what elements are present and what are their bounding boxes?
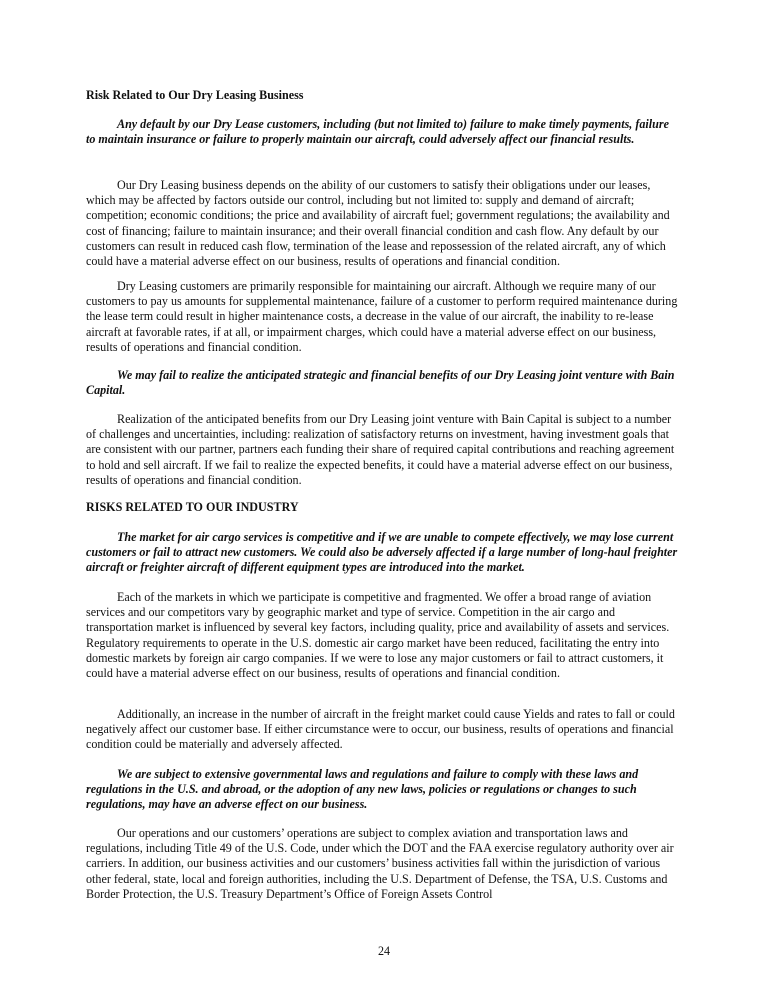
paragraph-bain-jv: Realization of the anticipated benefits from our Dry Leasing joint venture with Bain Capital is subject to a number of challenges and uncertainties, including: realization of satisfactory returns on investment, having investment goals that are consistent with our partner, partners each funding their share of required capital contributions and reaching agreement to hold and sell aircraft. If we fail to realize the expected benefits, it could have a material adverse effect on our business, results of operations and financial condition. — [86, 412, 675, 487]
risk-factor-title-dry-lease-default: Any default by our Dry Lease customers, including (but not limited to) failure to make timely payments, failure to maintain insurance or failure to properly maintain our aircraft, could adversely affect our financial results. — [86, 117, 669, 147]
paragraph-dry-leasing-customers: Our Dry Leasing business depends on the ability of our customers to satisfy their obligations under our leases, which may be affected by factors outside our control, including but not limited to: supply and demand of aircraft; competition; economic conditions; the price and availability of aircraft fuel; government regulations; the availability and cost of financing; failure to maintain insurance; and their overall financial condition and cash flow. Any default by our customers can result in reduced cash flow, termination of the lease and repossession of the related aircraft, any of which could have a material adverse effect on our business, results of operations and financial condition. — [86, 178, 670, 269]
paragraph-dry-leasing-maintenance: Dry Leasing customers are primarily responsible for maintaining our aircraft. Although we require many of our customers to pay us amounts for supplemental maintenance, failure of a customer to perform required maintenance during the lease term could result in higher maintenance costs, a decrease in the value of our aircraft, the inability to re-lease aircraft at favorable rates, if at all, or impairment charges, which could have a material adverse effect on our business, results of operations and financial condition. — [86, 279, 678, 354]
paragraph-competition: Each of the markets in which we participate is competitive and fragmented. We offer a broad range of aviation services and our competitors vary by geographic market and type of service. Competition in the air cargo and transportation market is influenced by several key factors, including quality, price and availability of assets and services. Regulatory requirements to operate in the U.S. domestic air cargo market have been reduced, facilitating the entry into domestic markets by foreign air cargo companies. If we were to lose any major customers or fail to attract customers, it could have a material adverse effect on our business, results of operations and financial condition. — [86, 590, 670, 681]
section-heading-industry: RISKS RELATED TO OUR INDUSTRY — [86, 500, 299, 514]
risk-factor-title-regulation: We are subject to extensive governmental laws and regulations and failure to comply with these laws and regulations in the U.S. and abroad, or the adoption of any new laws, policies or regulations or changes to such regulations, may have an adverse effect on our business. — [86, 767, 639, 812]
paragraph-aircraft-supply: Additionally, an increase in the number of aircraft in the freight market could cause Yields and rates to fall or could negatively affect our customer base. If either circumstance were to occur, our business, results of operations and financial condition could be materially and adversely affected. — [86, 707, 675, 752]
risk-factor-title-bain-jv: We may fail to realize the anticipated strategic and financial benefits of our Dry Leasing joint venture with Bain Capital. — [86, 368, 675, 398]
paragraph-regulation: Our operations and our customers’ operations are subject to complex aviation and transportation laws and regulations, including Title 49 of the U.S. Code, under which the DOT and the FAA exercise regulatory authority over air carriers. In addition, our business activities and our customers’ business activities fall within the jurisdiction of various other federal, state, local and foreign authorities, including the U.S. Department of Defense, the TSA, U.S. Customs and Border Protection, the U.S. Treasury Department’s Office of Foreign Assets Control — [86, 826, 674, 901]
page-number: 24 — [377, 944, 391, 958]
risk-factor-title-competition: The market for air cargo services is competitive and if we are unable to compete effectively, we may lose current customers or fail to attract new customers. We could also be adversely affected if a large number of long-haul freighter aircraft or freighter aircraft of different equipment types are introduced into the market. — [86, 530, 678, 575]
section-heading-dry-leasing: Risk Related to Our Dry Leasing Business — [86, 88, 304, 102]
